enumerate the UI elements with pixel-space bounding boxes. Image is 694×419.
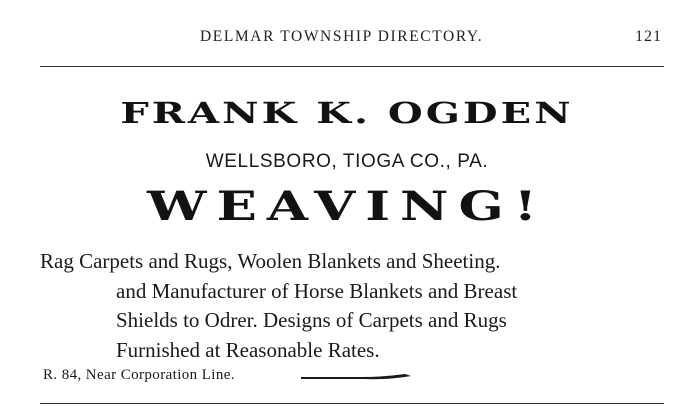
running-head <box>0 28 694 50</box>
running-head-title: DELMAR TOWNSHIP DIRECTORY. <box>200 28 484 45</box>
headline: WEAVING! <box>146 182 548 230</box>
address-text: R. 84, Near Corporation Line. <box>43 367 235 383</box>
page-number: 121 <box>635 28 662 45</box>
body-line: and Manufacturer of Horse Blankets and Breast <box>116 279 518 303</box>
bottom-rule <box>40 403 664 404</box>
address-row <box>43 367 423 387</box>
body-line: Rag Carpets and Rugs, Woolen Blankets and Sheeting. <box>40 249 501 273</box>
body-line: Shields to Odrer. Designs of Carpets and Rugs <box>116 308 507 332</box>
advertiser-location: WELLSBORO, TIOGA CO., PA. <box>205 151 489 172</box>
top-rule <box>40 66 664 67</box>
ornamental-flourish <box>301 371 411 381</box>
body-line: Furnished at Reasonable Rates. <box>116 338 380 362</box>
advertiser-name: FRANK K. OGDEN <box>120 96 574 131</box>
